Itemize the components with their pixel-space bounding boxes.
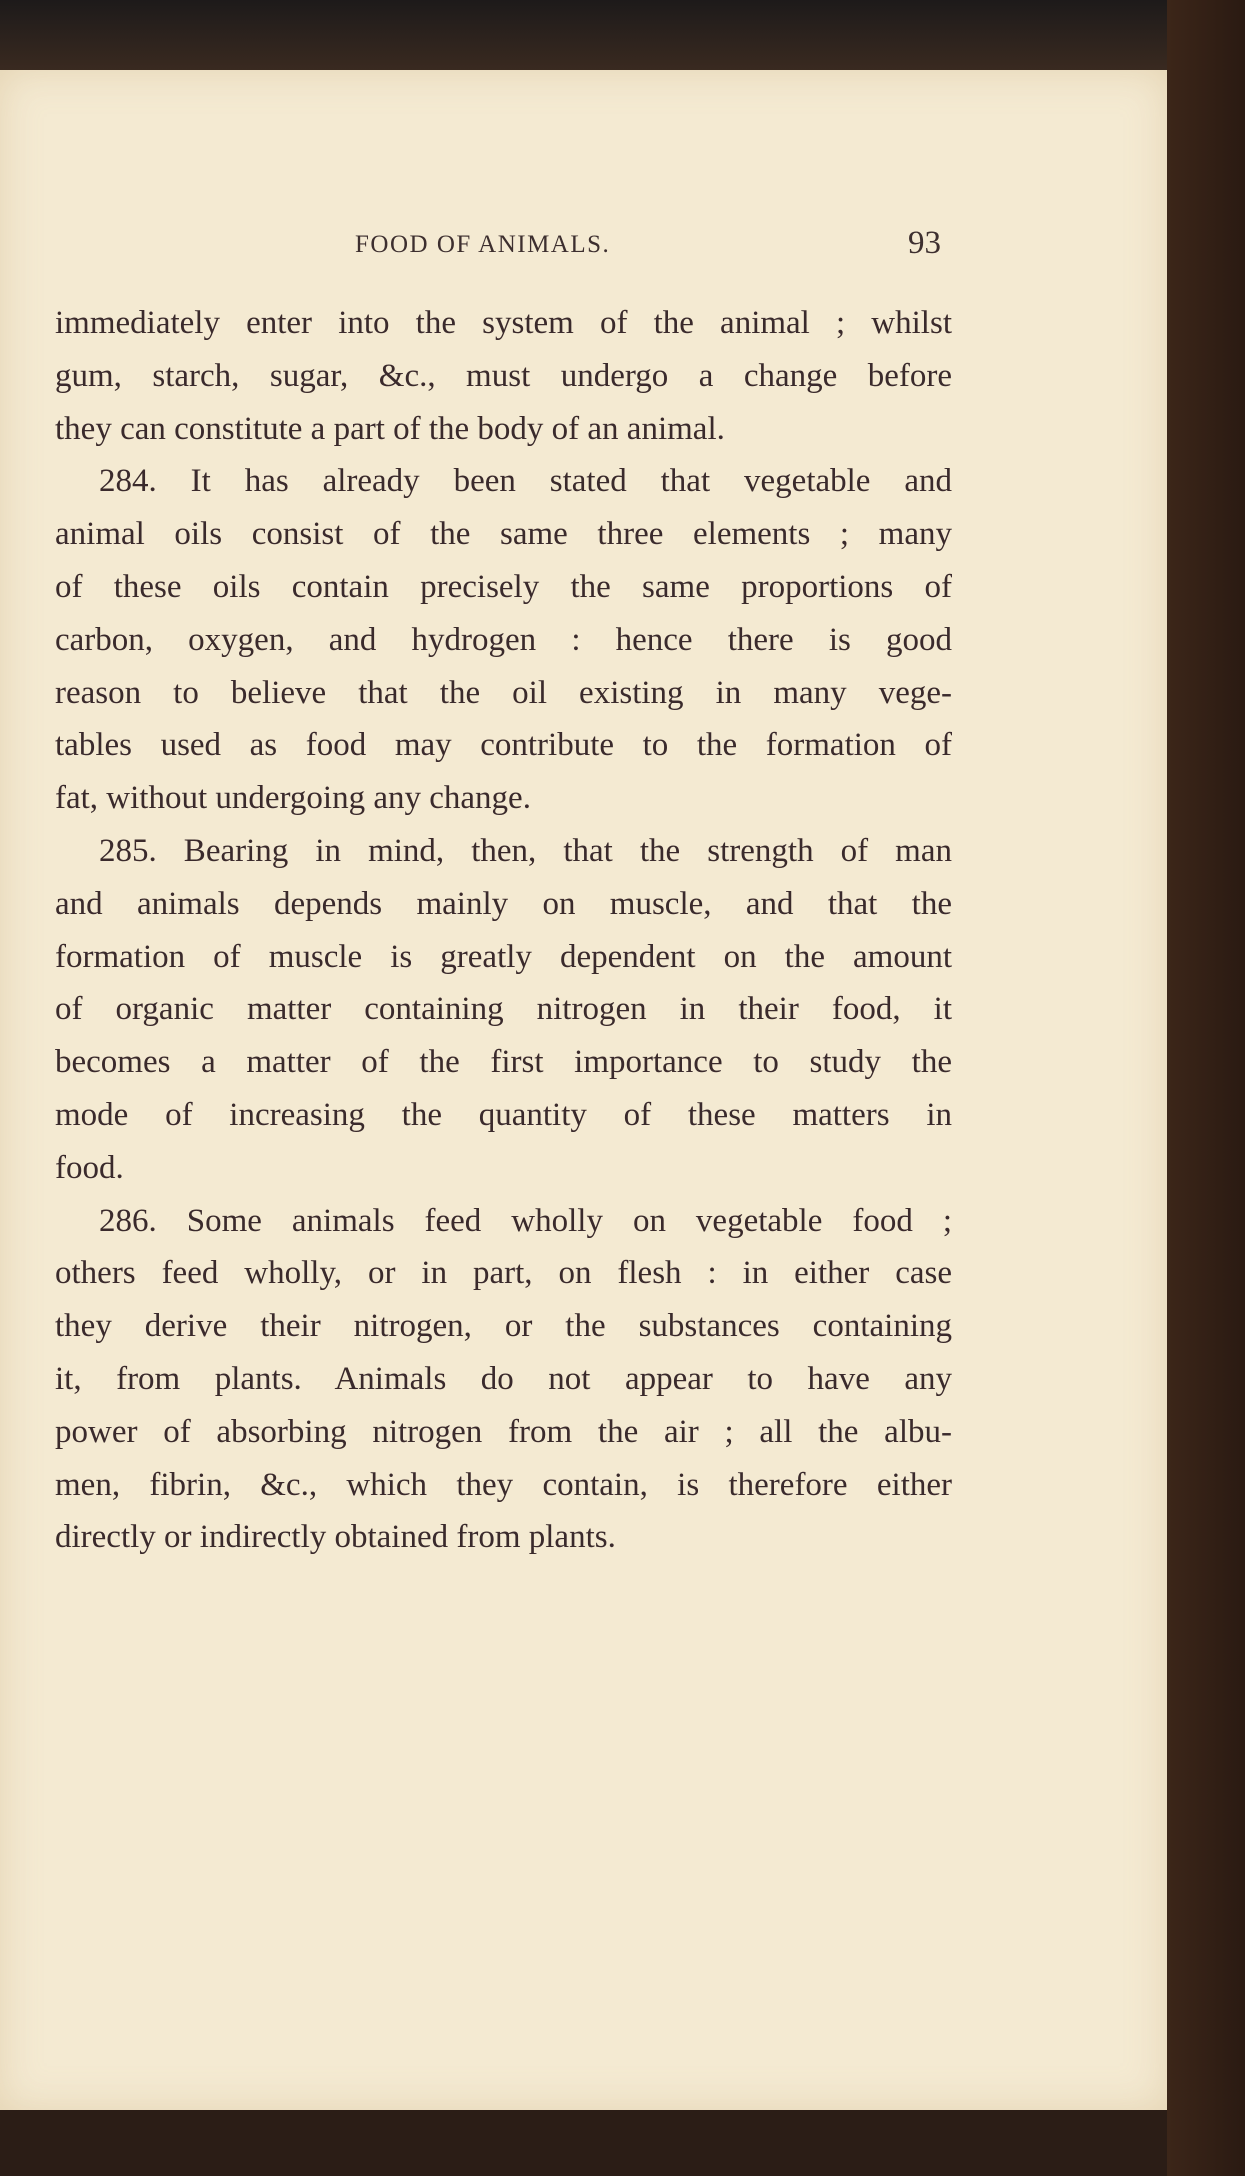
text-line: of organic matter containing nitrogen in their food, it <box>55 991 952 1028</box>
text-line: formation of muscle is greatly dependent on the amount <box>55 938 952 975</box>
running-head: FOOD OF ANIMALS. <box>355 231 611 258</box>
text-line: 286. Some animals feed wholly on vegetable food ; <box>99 1202 952 1239</box>
book-cover-edge <box>1167 0 1245 2176</box>
text-line: they derive their nitrogen, or the substances containing <box>55 1308 952 1345</box>
text-line: directly or indirectly obtained from plants. <box>55 1519 616 1556</box>
page-body-text <box>55 297 952 1564</box>
text-line: mode of increasing the quantity of these matters in <box>55 1096 952 1133</box>
text-line: and animals depends mainly on muscle, and that the <box>55 885 952 922</box>
text-line: immediately enter into the system of the animal ; whilst <box>55 305 952 341</box>
text-line: fat, without undergoing any change. <box>55 780 531 817</box>
text-line: becomes a matter of the first importance to study the <box>55 1044 952 1081</box>
text-line: men, fibrin, &c., which they contain, is therefore either <box>55 1466 952 1503</box>
text-line: food. <box>55 1149 124 1186</box>
text-line: 284. It has already been stated that vegetable and <box>99 463 952 500</box>
text-line: others feed wholly, or in part, on flesh : in either case <box>55 1255 952 1292</box>
text-line: gum, starch, sugar, &c., must undergo a change before <box>55 357 952 394</box>
text-line: they can constitute a part of the body of an animal. <box>55 410 725 447</box>
text-line: power of absorbing nitrogen from the air ; all the albu- <box>55 1413 952 1450</box>
page-header <box>0 225 1167 265</box>
text-line: reason to believe that the oil existing in many vege- <box>55 674 952 711</box>
text-line: carbon, oxygen, and hydrogen : hence there is good <box>55 621 952 658</box>
text-line: animal oils consist of the same three elements ; many <box>55 516 952 553</box>
text-line: it, from plants. Animals do not appear to have any <box>55 1360 952 1397</box>
text-line: of these oils contain precisely the same proportions of <box>55 568 952 605</box>
text-line: 285. Bearing in mind, then, that the strength of man <box>99 832 952 869</box>
book-cover-top <box>0 0 1245 72</box>
page-number: 93 <box>908 225 941 261</box>
text-line: tables used as food may contribute to the formation of <box>55 727 952 764</box>
